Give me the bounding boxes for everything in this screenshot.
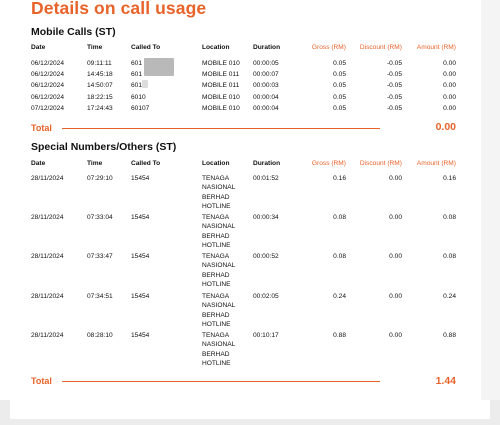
col-called-to: Called To [131, 160, 161, 167]
col-discount: Discount (RM) [359, 44, 402, 51]
cell-date: 06/12/2024 [31, 60, 65, 67]
cell-location [202, 213, 235, 251]
col-date: Date [31, 160, 46, 167]
cell-date: 28/11/2024 [31, 332, 64, 339]
redaction-block [144, 58, 174, 76]
cell-gross: 0.05 [333, 60, 346, 67]
page-bottom-edge [0, 400, 500, 425]
cell-duration: 00:00:52 [253, 253, 279, 260]
cell-time: 07:34:51 [87, 293, 113, 300]
cell-gross: 0.05 [333, 82, 346, 89]
col-called-to: Called To [131, 44, 161, 51]
cell-location [202, 174, 235, 212]
cell-location [202, 252, 235, 290]
cell-time: 07:33:04 [87, 214, 113, 221]
col-location: Location [202, 44, 230, 51]
location-line: HOTLINE [202, 242, 231, 250]
col-gross: Gross (RM) [311, 44, 346, 51]
location-line: HOTLINE [202, 203, 231, 211]
special-section-title: Special Numbers/Others (ST) [31, 141, 177, 153]
cell-duration: 00:10:17 [253, 332, 279, 339]
location-line: HOTLINE [202, 321, 231, 329]
location-line: TENAGA [202, 214, 230, 221]
col-amount: Amount (RM) [416, 160, 456, 167]
location-line: BERHAD [202, 193, 230, 201]
cell-called-to: 15454 [131, 332, 150, 339]
special-total-rule [62, 381, 380, 382]
location-line: BERHAD [202, 271, 230, 279]
cell-time: 14:50:07 [87, 82, 113, 89]
cell-duration: 00:00:03 [253, 82, 279, 89]
cell-called-to: 15454 [131, 214, 150, 221]
page-title: Details on call usage [31, 0, 207, 18]
redaction-block [142, 80, 148, 88]
cell-time: 07:33:47 [87, 253, 113, 260]
page-bottom-sheet [10, 400, 490, 419]
location-line: NASIONAL [202, 223, 236, 231]
location-line: TENAGA [202, 293, 230, 300]
special-total-label: Total [31, 376, 52, 386]
col-duration: Duration [253, 160, 281, 167]
page-edge [481, 0, 500, 425]
cell-discount: -0.05 [386, 105, 402, 112]
cell-location [202, 292, 235, 330]
location-line: NASIONAL [202, 262, 236, 270]
cell-discount: -0.05 [386, 94, 402, 101]
cell-location: MOBILE 010 [202, 60, 240, 67]
cell-date: 28/11/2024 [31, 253, 64, 260]
cell-gross: 0.08 [333, 253, 346, 260]
cell-called-to: 601 [131, 60, 143, 67]
col-amount: Amount (RM) [416, 44, 456, 51]
cell-called-to: 6010 [131, 94, 146, 101]
cell-date: 06/12/2024 [31, 94, 65, 101]
col-date: Date [31, 44, 46, 51]
cell-time: 08:28:10 [87, 332, 113, 339]
location-line: TENAGA [202, 332, 230, 339]
cell-called-to: 601 [131, 82, 143, 89]
location-line: BERHAD [202, 232, 230, 240]
cell-date: 28/11/2024 [31, 175, 64, 182]
cell-duration: 00:02:05 [253, 293, 279, 300]
cell-amount: 0.00 [443, 94, 456, 101]
cell-location: MOBILE 010 [202, 94, 240, 101]
cell-location: MOBILE 010 [202, 105, 240, 112]
cell-gross: 0.24 [333, 293, 346, 300]
cell-duration: 00:00:04 [253, 94, 279, 101]
cell-discount: 0.00 [389, 253, 402, 260]
cell-time: 18:22:15 [87, 94, 113, 101]
cell-location: MOBILE 011 [202, 82, 240, 89]
col-time: Time [87, 160, 103, 167]
col-location: Location [202, 160, 230, 167]
cell-amount: 0.00 [443, 71, 456, 78]
mobile-total-rule [62, 128, 380, 129]
cell-time: 07:29:10 [87, 175, 113, 182]
mobile-total-label: Total [31, 123, 52, 133]
cell-gross: 0.05 [333, 105, 346, 112]
cell-duration: 00:00:07 [253, 71, 279, 78]
cell-time: 14:45:18 [87, 71, 113, 78]
cell-location [202, 331, 235, 369]
col-time: Time [87, 44, 103, 51]
cell-date: 07/12/2024 [31, 105, 65, 112]
cell-amount: 0.00 [443, 60, 456, 67]
location-line: TENAGA [202, 175, 230, 182]
cell-discount: -0.05 [386, 71, 402, 78]
location-line: BERHAD [202, 350, 230, 358]
location-line: TENAGA [202, 253, 230, 260]
cell-amount: 0.16 [443, 175, 456, 182]
special-total-amount: 1.44 [435, 375, 456, 387]
location-line: HOTLINE [202, 360, 231, 368]
cell-date: 06/12/2024 [31, 82, 65, 89]
cell-called-to: 60107 [131, 105, 150, 112]
cell-location: MOBILE 011 [202, 71, 240, 78]
location-line: BERHAD [202, 311, 230, 319]
cell-amount: 0.88 [443, 332, 456, 339]
cell-called-to: 15454 [131, 253, 150, 260]
cell-discount: 0.00 [389, 175, 402, 182]
cell-discount: -0.05 [386, 82, 402, 89]
col-gross: Gross (RM) [311, 160, 346, 167]
cell-amount: 0.24 [443, 293, 456, 300]
cell-duration: 00:00:04 [253, 105, 279, 112]
cell-discount: 0.00 [389, 293, 402, 300]
cell-gross: 0.88 [333, 332, 346, 339]
cell-duration: 00:00:34 [253, 214, 279, 221]
cell-duration: 00:01:52 [253, 175, 279, 182]
cell-called-to: 15454 [131, 175, 150, 182]
col-duration: Duration [253, 44, 281, 51]
cell-gross: 0.08 [333, 214, 346, 221]
location-line: HOTLINE [202, 281, 231, 289]
cell-date: 28/11/2024 [31, 214, 64, 221]
col-discount: Discount (RM) [359, 160, 402, 167]
cell-discount: 0.00 [389, 332, 402, 339]
cell-amount: 0.08 [443, 253, 456, 260]
cell-amount: 0.00 [443, 82, 456, 89]
location-line: NASIONAL [202, 341, 236, 349]
cell-amount: 0.00 [443, 105, 456, 112]
cell-date: 06/12/2024 [31, 71, 65, 78]
cell-called-to: 601 [131, 71, 143, 78]
cell-discount: 0.00 [389, 214, 402, 221]
cell-discount: -0.05 [386, 60, 402, 67]
cell-duration: 00:00:05 [253, 60, 279, 67]
cell-time: 17:24:43 [87, 105, 113, 112]
location-line: NASIONAL [202, 302, 236, 310]
cell-gross: 0.16 [333, 175, 346, 182]
cell-gross: 0.05 [333, 71, 346, 78]
cell-date: 28/11/2024 [31, 293, 64, 300]
cell-time: 09:11:11 [87, 60, 112, 67]
mobile-section-title: Mobile Calls (ST) [31, 26, 116, 38]
cell-amount: 0.08 [443, 214, 456, 221]
mobile-total-amount: 0.00 [435, 121, 456, 133]
cell-called-to: 15454 [131, 293, 150, 300]
location-line: NASIONAL [202, 184, 236, 192]
cell-gross: 0.05 [333, 94, 346, 101]
